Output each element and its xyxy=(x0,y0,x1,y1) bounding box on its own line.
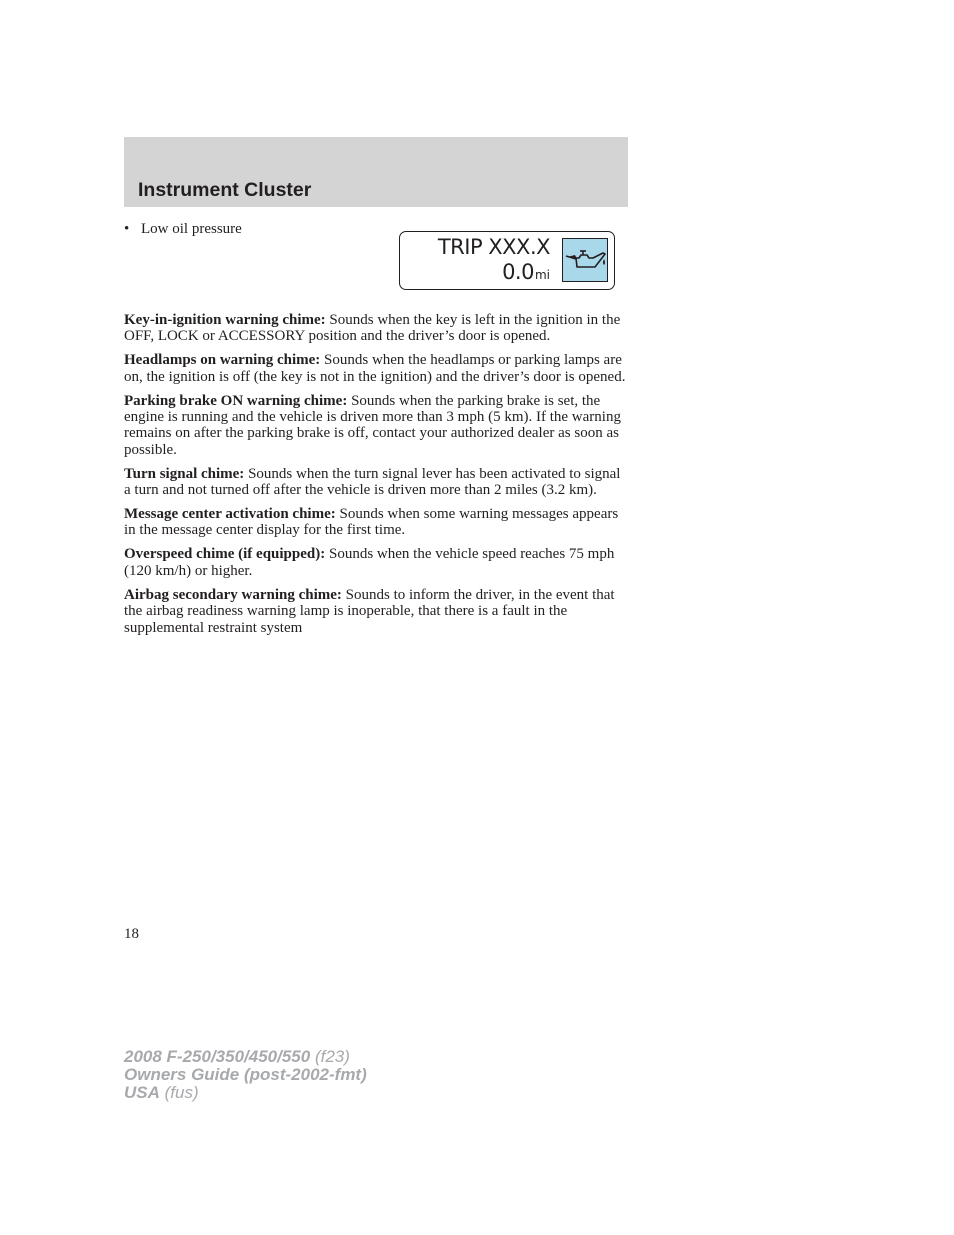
footer-line-guide xyxy=(124,1066,367,1084)
bullet-item xyxy=(124,221,242,238)
chime-desc: Sounds when the key is left in the ignition in the OFF, LOCK or ACCESSORY position and the driver’s door is opened. xyxy=(124,312,621,345)
chime-desc: Sounds when the vehicle speed reaches 75 mph (120 km/h) or higher. xyxy=(124,546,615,579)
chime-term: Turn signal chime: xyxy=(124,465,245,482)
footer-guide: Owners Guide (post-2002-fmt) xyxy=(124,1065,367,1084)
chime-desc: Sounds when the turn signal lever has been activated to signal a turn and not turned off after the vehicle is driven more than 2 miles (3.2 km). xyxy=(124,465,621,499)
oil-pressure-warning-lamp xyxy=(562,238,608,282)
footer-market: USA xyxy=(124,1083,160,1102)
chime-paragraph xyxy=(124,587,628,636)
chime-term: Headlamps on warning chime: xyxy=(124,352,321,369)
section-header-band xyxy=(124,137,628,207)
footer-market-code: (fus) xyxy=(159,1083,199,1102)
bullet-dot: • xyxy=(124,221,130,237)
chime-paragraph xyxy=(124,506,628,539)
bullet-text: Low oil pressure xyxy=(141,221,242,237)
page-number: 18 xyxy=(124,926,139,942)
chime-term: Key-in-ignition warning chime: xyxy=(124,312,326,328)
chime-term: Airbag secondary warning chime: xyxy=(124,586,342,603)
display-trip-line: TRIP XXX.X xyxy=(437,235,550,259)
message-center-display xyxy=(399,231,615,290)
chime-term: Overspeed chime (if equipped): xyxy=(124,546,326,563)
chime-paragraph xyxy=(124,393,628,459)
chime-paragraph xyxy=(124,546,628,579)
document-footer xyxy=(124,1048,367,1102)
display-odometer-unit: mi xyxy=(534,268,550,282)
footer-line-model xyxy=(124,1048,367,1066)
footer-line-market xyxy=(124,1084,367,1102)
display-odometer-value: 0.0 xyxy=(502,260,534,284)
chime-paragraph xyxy=(124,352,628,385)
chime-paragraph xyxy=(124,312,628,345)
chime-desc: Sounds when some warning messages appears in the message center display for the first time. xyxy=(124,506,619,539)
display-odometer-line xyxy=(502,260,550,284)
chime-term: Message center activation chime: xyxy=(124,506,336,523)
chime-paragraph xyxy=(124,466,628,499)
chime-desc: Sounds when the parking brake is set, the engine is running and the vehicle is driven more than 3 mph (5 km). If the warning remains on after the parking brake is off, contact your authorized dealer as soon as possible. xyxy=(124,392,621,458)
oil-can-icon xyxy=(563,239,609,283)
section-title: Instrument Cluster xyxy=(138,179,312,201)
chime-term: Parking brake ON warning chime: xyxy=(124,392,348,409)
footer-model: 2008 F-250/350/450/550 xyxy=(124,1047,311,1066)
footer-model-code: (f23) xyxy=(310,1047,350,1066)
chime-descriptions xyxy=(124,312,628,643)
chime-desc: Sounds to inform the driver, in the event that the airbag readiness warning lamp is inoperable, that there is a fault in the supplemental restraint system xyxy=(124,586,615,636)
chime-desc: Sounds when the headlamps or parking lamps are on, the ignition is off (the key is not in the ignition) and the driver’s door is opened. xyxy=(124,352,626,385)
